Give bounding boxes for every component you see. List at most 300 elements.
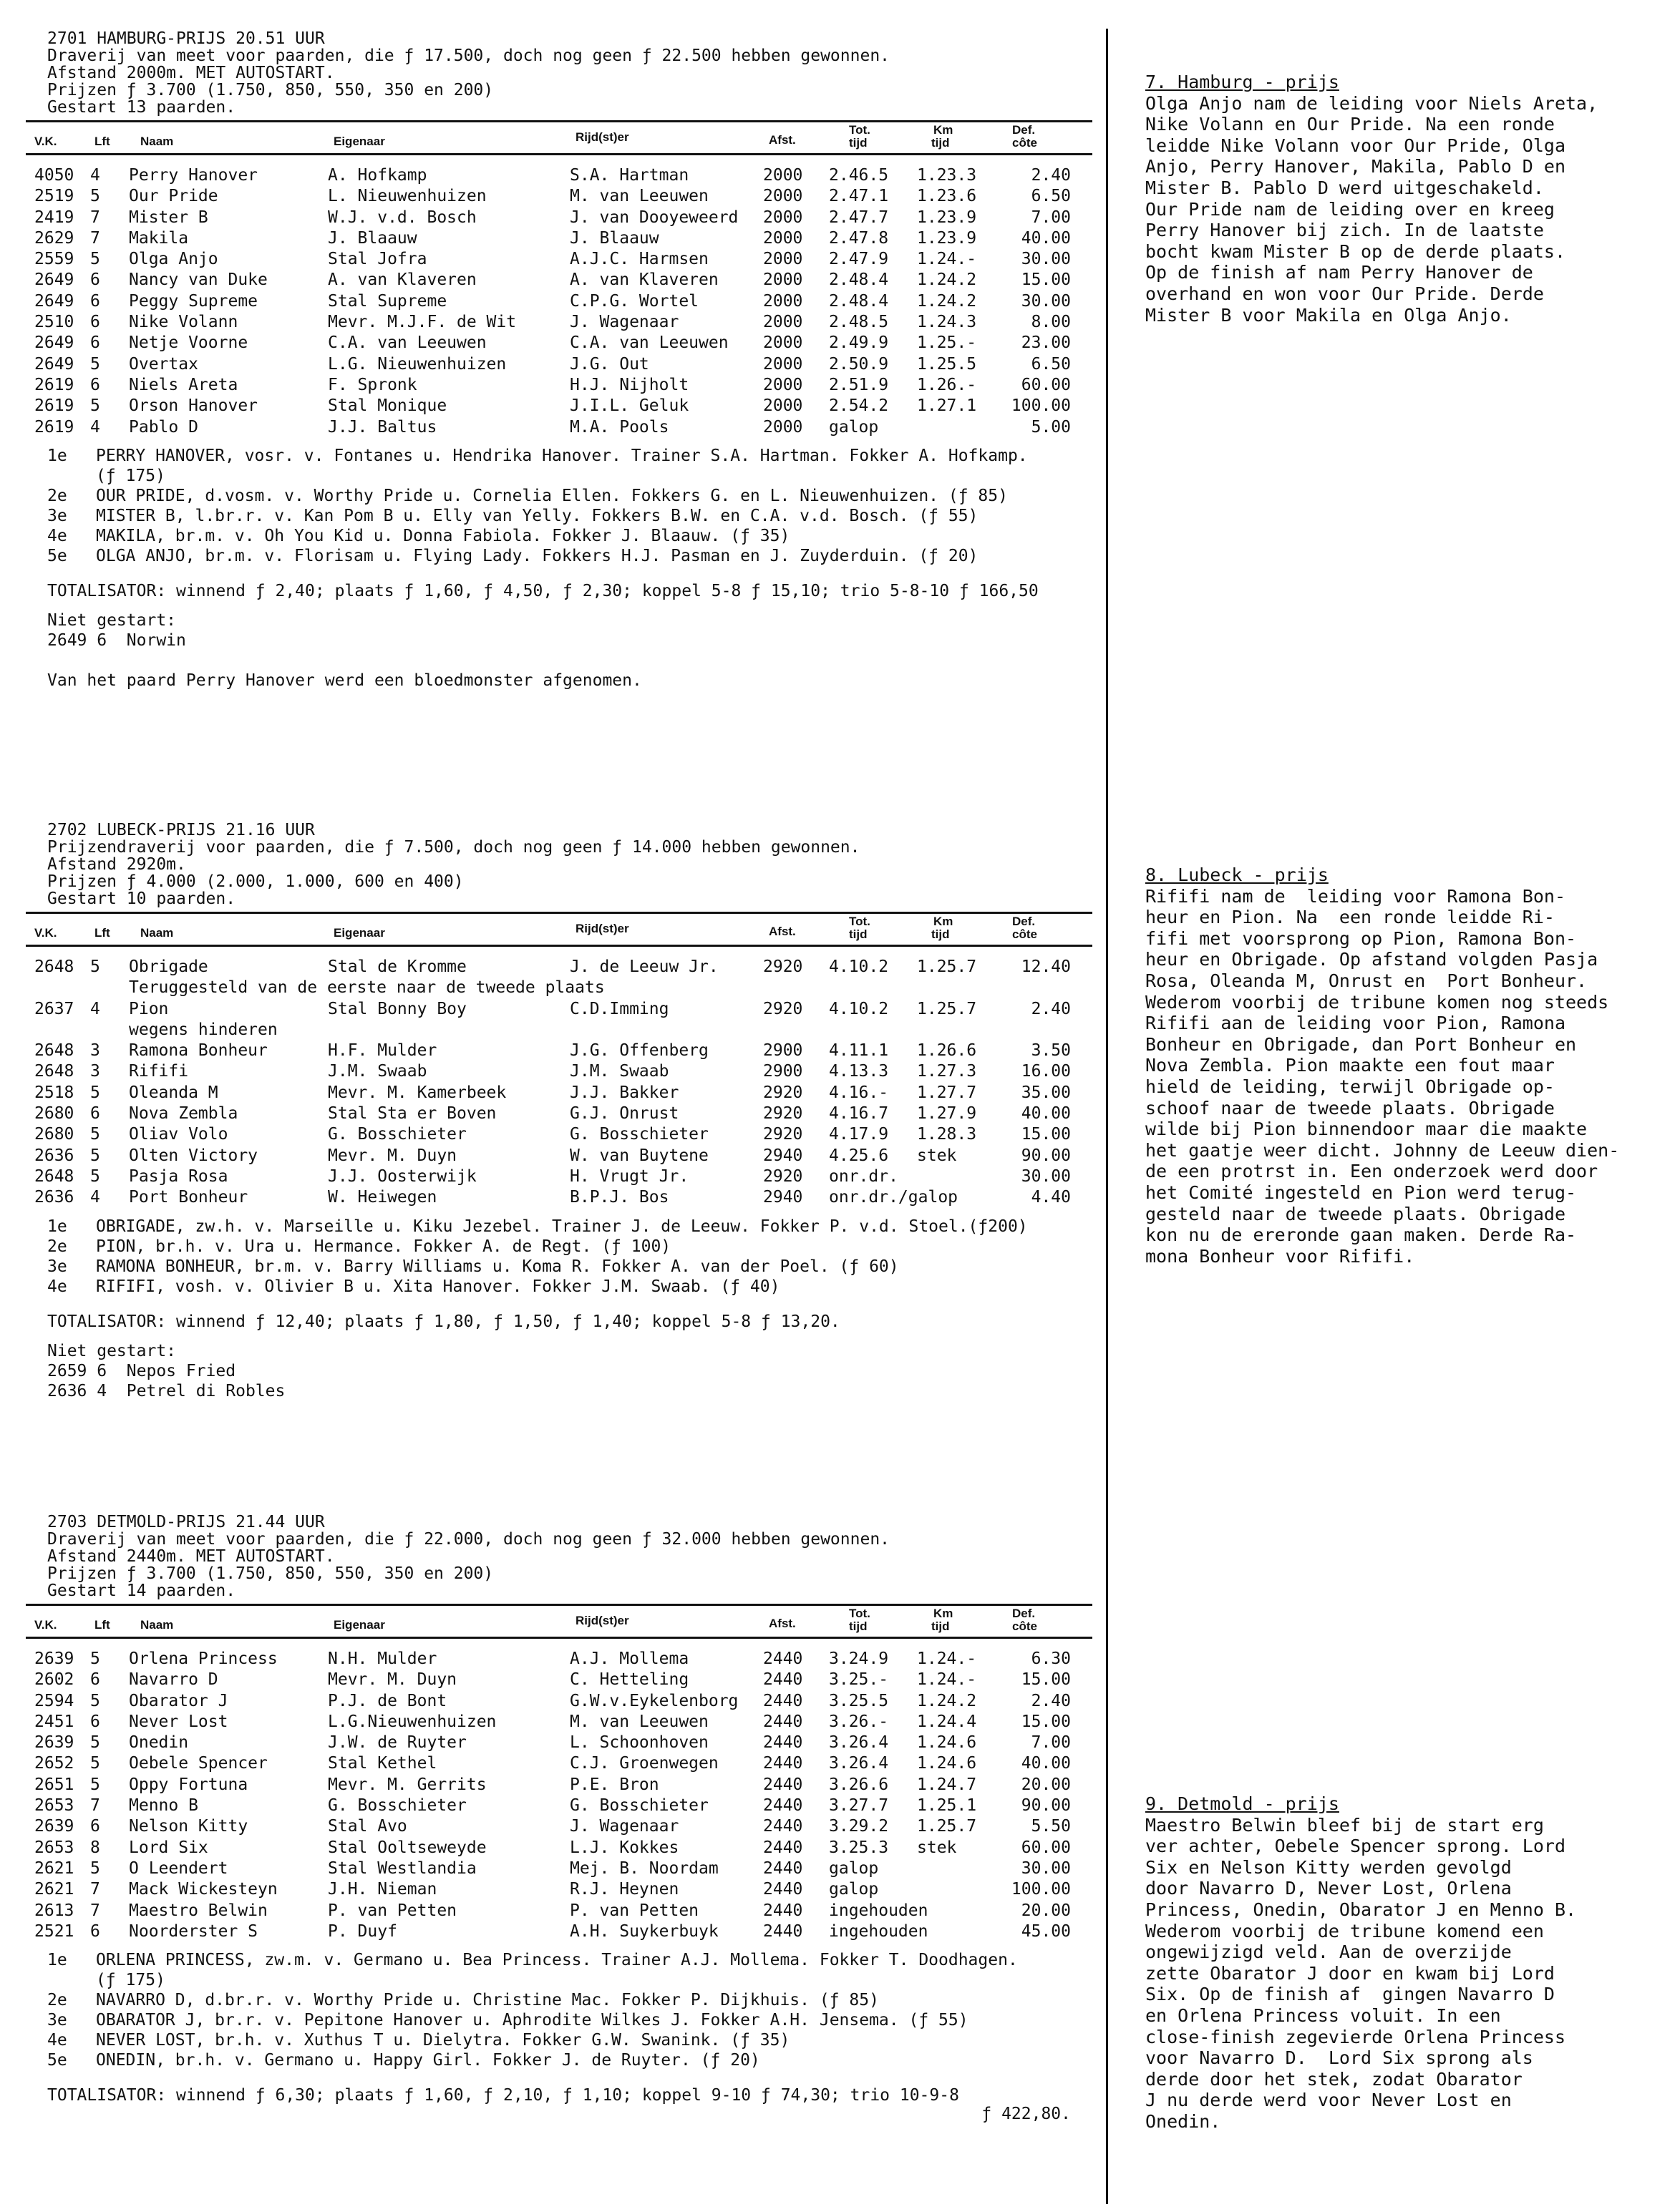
cell-cote: 45.00 xyxy=(1021,1921,1071,1941)
results-table xyxy=(26,1604,1092,1943)
note-line xyxy=(47,651,1099,671)
placings xyxy=(47,1217,1099,1297)
cell-cote: 12.40 xyxy=(1021,958,1071,976)
commentary-title: 8. Lubeck - prijs xyxy=(1145,864,1329,885)
cell-naam: Pion xyxy=(129,999,169,1018)
header-vk: V.K. xyxy=(34,135,57,148)
cell-cote: 100.00 xyxy=(1011,1880,1071,1899)
table-row xyxy=(26,978,1092,999)
placing-line xyxy=(47,1257,1099,1277)
placing-text: RIFIFI, vosh. v. Olivier B u. Xita Hanover. Fokker J.M. Swaab. (ƒ 40) xyxy=(96,1277,780,1296)
cell-cote: 40.00 xyxy=(1021,228,1071,248)
cell-lft: 7 xyxy=(90,208,100,227)
cell-km: 1.24.2 xyxy=(917,1691,977,1710)
header-eigenaar: Eigenaar xyxy=(334,135,385,148)
cell-lft: 5 xyxy=(90,1775,100,1794)
cell-vk: 2619 xyxy=(34,396,74,416)
table-row xyxy=(26,1041,1092,1062)
placing-position: 3e xyxy=(47,506,67,525)
header-km2: tijd xyxy=(931,1619,950,1633)
cell-lft: 6 xyxy=(90,291,100,311)
cell-lft: 5 xyxy=(90,958,100,976)
cell-vk: 2651 xyxy=(34,1775,74,1794)
cell-tot: 2.47.9 xyxy=(829,250,889,269)
cell-rijd: J.G. Out xyxy=(570,354,649,374)
cell-tot: 3.26.4 xyxy=(829,1754,889,1773)
cell-tot: ingehouden xyxy=(829,1901,928,1920)
cell-naam: Orlena Princess xyxy=(129,1650,278,1668)
cell-lft: 5 xyxy=(90,1166,100,1186)
cell-eig: Stal Avo xyxy=(328,1817,407,1836)
cell-km: 1.23.3 xyxy=(917,166,977,185)
intro-line: 2701 HAMBURG-PRIJS 20.51 UUR xyxy=(47,29,325,48)
cell-km: 1.24.- xyxy=(917,1670,977,1690)
header-tot2: tijd xyxy=(849,1619,868,1633)
cell-naam: Netje Voorne xyxy=(129,333,248,353)
table-row xyxy=(26,1838,1092,1859)
cell-naam: Nelson Kitty xyxy=(129,1817,248,1836)
cell-rijd: A.H. Suykerbuyk xyxy=(570,1921,719,1941)
cell-cote: 40.00 xyxy=(1021,1754,1071,1773)
cell-vk: 2451 xyxy=(34,1712,74,1731)
cell-eig: Stal de Kromme xyxy=(328,958,467,976)
cell-vk: 2637 xyxy=(34,999,74,1018)
placing-text: OUR PRIDE, d.vosm. v. Worthy Pride u. Cornelia Ellen. Fokkers G. en L. Nieuwenhuizen. (ƒ 85) xyxy=(96,486,1008,505)
cell-vk: 2629 xyxy=(34,228,74,248)
cell-vk: 2419 xyxy=(34,208,74,227)
cell-cote: 2.40 xyxy=(1031,166,1071,185)
cell-cote: 2.40 xyxy=(1031,1691,1071,1710)
cell-tot: 2.50.9 xyxy=(829,354,889,374)
cell-afst: 2440 xyxy=(763,1921,803,1941)
intro-line: Gestart 14 paarden. xyxy=(47,1582,236,1600)
cell-naam: Port Bonheur xyxy=(129,1188,248,1207)
cell-lft: 6 xyxy=(90,313,100,332)
table-row xyxy=(26,1125,1092,1146)
cell-afst: 2440 xyxy=(763,1858,803,1878)
cell-afst: 2000 xyxy=(763,166,803,185)
placing-position: 1e xyxy=(47,1951,67,1970)
cell-naam: Makila xyxy=(129,228,189,248)
cell-rijd: C.A. van Leeuwen xyxy=(570,333,729,353)
cell-tot: 2.47.7 xyxy=(829,208,889,227)
cell-tot: 4.16.7 xyxy=(829,1104,889,1124)
cell-naam: Peggy Supreme xyxy=(129,291,258,311)
cell-afst: 2000 xyxy=(763,313,803,332)
header-vk: V.K. xyxy=(34,926,57,940)
cell-naam: Rififi xyxy=(129,1062,189,1081)
cell-cote: 16.00 xyxy=(1021,1062,1071,1081)
cell-vk: 2518 xyxy=(34,1083,74,1102)
cell-vk: 2649 xyxy=(34,271,74,290)
header-def2: côte xyxy=(1012,1619,1037,1633)
cell-eig: N.H. Mulder xyxy=(328,1650,437,1668)
placing-continuation: (ƒ 175) xyxy=(96,1971,165,1990)
header-def1: Def. xyxy=(1012,123,1036,137)
cell-tot: 3.24.9 xyxy=(829,1650,889,1668)
cell-rijd: P. van Petten xyxy=(570,1901,699,1920)
cell-lft: 4 xyxy=(90,1188,100,1207)
cell-tot: 2.48.4 xyxy=(829,271,889,290)
cell-rijd: A.J. Mollema xyxy=(570,1650,689,1668)
table-row xyxy=(26,229,1092,250)
cell-cote: 30.00 xyxy=(1021,1858,1071,1878)
cell-tot: 4.13.3 xyxy=(829,1062,889,1081)
cell-vk: 2680 xyxy=(34,1125,74,1144)
cell-rijd: G. Bosschieter xyxy=(570,1796,709,1816)
table-row xyxy=(26,355,1092,376)
cell-naam: Niels Areta xyxy=(129,375,238,394)
cell-afst: 2000 xyxy=(763,291,803,311)
cell-rijd: J.M. Swaab xyxy=(570,1062,669,1081)
cell-afst: 2440 xyxy=(763,1733,803,1753)
cell-cote: 20.00 xyxy=(1021,1901,1071,1920)
commentary-detmold xyxy=(1145,1793,1639,2133)
cell-tot: onr.dr. xyxy=(829,1166,898,1186)
cell-km: 1.24.- xyxy=(917,1650,977,1668)
cell-lft: 4 xyxy=(90,999,100,1018)
cell-lft: 6 xyxy=(90,1712,100,1731)
intro-line: 2702 LUBECK-PRIJS 21.16 UUR xyxy=(47,821,315,839)
cell-tot: 4.17.9 xyxy=(829,1125,889,1144)
cell-naam: Pablo D xyxy=(129,417,198,437)
cell-eig: Stal Jofra xyxy=(328,250,427,269)
placing-text: RAMONA BONHEUR, br.m. v. Barry Williams u. Koma R. Fokker A. van der Poel. (ƒ 60) xyxy=(96,1257,899,1276)
cell-vk: 2648 xyxy=(34,958,74,976)
header-lft: Lft xyxy=(94,926,110,940)
commentary-body: Olga Anjo nam de leiding voor Niels Areta, Nike Volann en Our Pride. Na een ronde leidde Nike Volann voor Our Pride, Olga Anjo, Perry Hanover, Makila, Pablo D en Mister B. Pablo D werd uitgeschakeld. Our Pride nam de leiding over en kreeg Perry Hanover bij zich. In de laatste bocht kwam Mister B op de derde plaats. Op de finish af nam Perry Hanover de overhand en won voor Our Pride. Derde Mister B voor Makila en Olga Anjo. xyxy=(1145,92,1598,326)
cell-tot: galop xyxy=(829,1858,879,1878)
totalisator xyxy=(47,582,1099,600)
cell-tot: 2.49.9 xyxy=(829,333,889,353)
cell-rijd: J.J. Bakker xyxy=(570,1083,679,1102)
table-row xyxy=(26,1062,1092,1083)
header-rijder: Rijd(st)er xyxy=(576,130,629,144)
table-row xyxy=(26,208,1092,229)
cell-naam: Lord Six xyxy=(129,1838,208,1857)
table-row xyxy=(26,1754,1092,1775)
placing-line xyxy=(47,2010,1099,2030)
cell-tot: 3.26.- xyxy=(829,1712,889,1731)
table-row xyxy=(26,271,1092,291)
cell-vk: 2559 xyxy=(34,250,74,269)
cell-naam: Onedin xyxy=(129,1733,189,1753)
totalisator-line: TOTALISATOR: winnend ƒ 12,40; plaats ƒ 1,80, ƒ 1,50, ƒ 1,40; koppel 5-8 ƒ 13,20. xyxy=(47,1312,840,1331)
results-table xyxy=(26,120,1092,439)
cell-eig: P. Duyf xyxy=(328,1921,397,1941)
table-row xyxy=(26,1167,1092,1188)
cell-naam: Oebele Spencer xyxy=(129,1754,268,1773)
race-intro xyxy=(47,30,1099,116)
cell-eig: J.J. Oosterwijk xyxy=(328,1166,477,1186)
cell-km: 1.24.2 xyxy=(917,271,977,290)
cell-cote: 30.00 xyxy=(1021,291,1071,311)
cell-tot: 3.25.- xyxy=(829,1670,889,1690)
cell-afst: 2920 xyxy=(763,958,803,976)
placings xyxy=(47,1950,1099,2070)
cell-eig: W.J. v.d. Bosch xyxy=(328,208,477,227)
cell-cote: 60.00 xyxy=(1021,1838,1071,1857)
cell-lft: 6 xyxy=(90,333,100,353)
intro-line: Gestart 13 paarden. xyxy=(47,98,236,117)
table-row xyxy=(26,958,1092,978)
cell-lft: 6 xyxy=(90,375,100,394)
cell-afst: 2440 xyxy=(763,1817,803,1836)
cell-lft: 5 xyxy=(90,1754,100,1773)
cell-vk: 2639 xyxy=(34,1650,74,1668)
placing-text: OBARATOR J, br.r. v. Pepitone Hanover u. Aphrodite Wilkes J. Fokker A.H. Jensema. (ƒ 55) xyxy=(96,2011,968,2030)
table-row xyxy=(26,1733,1092,1754)
placing-line xyxy=(47,486,1099,506)
cell-tot: 3.29.2 xyxy=(829,1817,889,1836)
cell-rijd: J. Wagenaar xyxy=(570,313,679,332)
cell-vk: 2510 xyxy=(34,313,74,332)
cell-lft: 6 xyxy=(90,1104,100,1124)
cell-cote: 5.50 xyxy=(1031,1817,1071,1836)
cell-vk: 2521 xyxy=(34,1921,74,1941)
table-row xyxy=(26,187,1092,208)
cell-km: 1.24.3 xyxy=(917,313,977,332)
placing-position: 3e xyxy=(47,1257,67,1276)
cell-afst: 2000 xyxy=(763,208,803,227)
placing-line xyxy=(47,1950,1099,1970)
cell-lft: 6 xyxy=(90,1921,100,1941)
table-row xyxy=(26,1692,1092,1712)
note-line: 2636 4 Petrel di Robles xyxy=(47,1381,286,1400)
header-km1: Km xyxy=(933,1607,953,1620)
cell-naam: Nancy van Duke xyxy=(129,271,268,290)
commentary-body: Maestro Belwin bleef bij de start erg ver achter, Oebele Spencer sprong. Lord Six en Nelson Kitty werden gevolgd door Navarro D, Never Lost, Orlena Princess, Onedin, Obarator J en Menno B. Wederom voorbij de tribune komend een ongewijzigd veld. Aan de overzijde zette Obarator J door en kwam bij Lord Six. Op de finish af gingen Navarro D en Orlena Princess voluit. In een close-finish zegevierde Orlena Princess voor Navarro D. Lord Six sprong als derde door het stek, zodat Obarator J nu derde werd voor Never Lost en Onedin. xyxy=(1145,1814,1577,2132)
table-row xyxy=(26,1901,1092,1922)
cell-tot: 2.48.4 xyxy=(829,291,889,311)
cell-tot: 3.27.7 xyxy=(829,1796,889,1816)
cell-cote: 15.00 xyxy=(1021,1125,1071,1144)
cell-afst: 2000 xyxy=(763,271,803,290)
cell-rijd: L.J. Kokkes xyxy=(570,1838,679,1857)
cell-lft: 5 xyxy=(90,1733,100,1753)
cell-rijd: W. van Buytene xyxy=(570,1146,709,1165)
placing-line xyxy=(47,546,1099,566)
cell-km: 1.28.3 xyxy=(917,1125,977,1144)
cell-rijd: M. van Leeuwen xyxy=(570,187,709,206)
cell-km: 1.26.6 xyxy=(917,1041,977,1061)
cell-tot: 4.11.1 xyxy=(829,1041,889,1061)
placing-text: ONEDIN, br.h. v. Germano u. Happy Girl. Fokker J. de Ruyter. (ƒ 20) xyxy=(96,2051,760,2070)
cell-vk: 2519 xyxy=(34,187,74,206)
placing-position: 4e xyxy=(47,526,67,545)
cell-lft: 5 xyxy=(90,187,100,206)
cell-lft: 5 xyxy=(90,250,100,269)
cell-lft: 7 xyxy=(90,1796,100,1816)
cell-vk: 4050 xyxy=(34,166,74,185)
placing-text: OLGA ANJO, br.m. v. Florisam u. Flying Lady. Fokkers H.J. Pasman en J. Zuyderduin. (ƒ 20) xyxy=(96,546,979,565)
cell-lft: 6 xyxy=(90,271,100,290)
cell-afst: 2920 xyxy=(763,999,803,1018)
table-row xyxy=(26,376,1092,396)
cell-eig: A. Hofkamp xyxy=(328,166,427,185)
table-row xyxy=(26,1817,1092,1838)
cell-naam: Perry Hanover xyxy=(129,166,258,185)
cell-eig: L.G. Nieuwenhuizen xyxy=(328,354,507,374)
cell-eig: F. Spronk xyxy=(328,375,417,394)
cell-km: 1.24.6 xyxy=(917,1733,977,1753)
header-afst: Afst. xyxy=(769,1617,796,1630)
cell-tot: 2.48.5 xyxy=(829,313,889,332)
header-tot1: Tot. xyxy=(849,1607,870,1620)
cell-eig: H.F. Mulder xyxy=(328,1041,437,1061)
placing-text: MISTER B, l.br.r. v. Kan Pom B u. Elly van Yelly. Fokkers B.W. en C.A. v.d. Bosch. (ƒ 55) xyxy=(96,506,979,525)
header-afst: Afst. xyxy=(769,133,796,147)
cell-naam: Nike Volann xyxy=(129,313,238,332)
cell-vk: 2653 xyxy=(34,1796,74,1816)
placing-position: 4e xyxy=(47,1277,67,1296)
cell-rijd: J.G. Offenberg xyxy=(570,1041,709,1061)
placing-position: 2e xyxy=(47,1237,67,1256)
header-km2: tijd xyxy=(931,136,950,150)
cell-afst: 2440 xyxy=(763,1901,803,1920)
table-row xyxy=(26,1922,1092,1943)
cell-km: 1.24.7 xyxy=(917,1775,977,1794)
cell-cote: 15.00 xyxy=(1021,271,1071,290)
cell-afst: 2440 xyxy=(763,1712,803,1731)
cell-cote: 90.00 xyxy=(1021,1796,1071,1816)
cell-km: 1.25.7 xyxy=(917,1817,977,1836)
placing-line xyxy=(47,1217,1099,1237)
cell-naam: Our Pride xyxy=(129,187,218,206)
placing-line xyxy=(47,1277,1099,1297)
totalisator-line: ƒ 422,80. xyxy=(981,2105,1071,2124)
cell-tot: 2.47.1 xyxy=(829,187,889,206)
cell-vk: 2602 xyxy=(34,1670,74,1690)
table-row xyxy=(26,1000,1092,1020)
cell-naam: Navarro D xyxy=(129,1670,218,1690)
placing-position: 1e xyxy=(47,446,67,465)
header-km1: Km xyxy=(933,123,953,137)
race-intro xyxy=(47,822,1099,907)
cell-rijd: R.J. Heynen xyxy=(570,1880,679,1899)
cell-naam: Oleanda M xyxy=(129,1083,218,1102)
table-row xyxy=(26,418,1092,439)
cell-eig: Stal Monique xyxy=(328,396,447,416)
cell-afst: 2440 xyxy=(763,1775,803,1794)
cell-vk: 2680 xyxy=(34,1104,74,1124)
cell-vk: 2653 xyxy=(34,1838,74,1857)
cell-lft: 5 xyxy=(90,1125,100,1144)
cell-cote: 6.30 xyxy=(1031,1650,1071,1668)
results-table xyxy=(26,912,1092,1209)
header-eigenaar: Eigenaar xyxy=(334,926,385,940)
cell-km: 1.24.- xyxy=(917,250,977,269)
cell-eig: J.H. Nieman xyxy=(328,1880,437,1899)
totalisator-line: TOTALISATOR: winnend ƒ 6,30; plaats ƒ 1,60, ƒ 2,10, ƒ 1,10; koppel 9-10 ƒ 74,30; trio 10-9-8 xyxy=(47,2086,959,2105)
cell-naam: Mister B xyxy=(129,208,208,227)
race-2703 xyxy=(26,1514,1099,2123)
cell-cote: 90.00 xyxy=(1021,1146,1071,1165)
cell-tot: 4.10.2 xyxy=(829,958,889,976)
cell-afst: 2920 xyxy=(763,1125,803,1144)
cell-vk: 2619 xyxy=(34,375,74,394)
table-row xyxy=(26,1775,1092,1796)
header-naam: Naam xyxy=(140,135,174,148)
cell-afst: 2440 xyxy=(763,1796,803,1816)
cell-naam: Mack Wickesteyn xyxy=(129,1880,278,1899)
cell-tot: 4.25.6 xyxy=(829,1146,889,1165)
header-lft: Lft xyxy=(94,1618,110,1632)
cell-km: 1.24.6 xyxy=(917,1754,977,1773)
cell-naam: O Leendert xyxy=(129,1858,228,1878)
cell-eig: P. van Petten xyxy=(328,1901,457,1920)
cell-cote: 100.00 xyxy=(1011,396,1071,416)
cell-rijd: J. Wagenaar xyxy=(570,1817,679,1836)
race-intro xyxy=(47,1514,1099,1599)
cell-cote: 8.00 xyxy=(1031,313,1071,332)
cell-km: 1.25.- xyxy=(917,333,977,353)
placing-position: 1e xyxy=(47,1217,67,1236)
cell-rijd: C. Hetteling xyxy=(570,1670,689,1690)
cell-naam: Obarator J xyxy=(129,1691,228,1710)
cell-naam: Menno B xyxy=(129,1796,198,1816)
table-row xyxy=(26,292,1092,313)
cell-rijd: G.J. Onrust xyxy=(570,1104,679,1124)
note-line: Niet gestart: xyxy=(47,1341,177,1360)
cell-cote: 35.00 xyxy=(1021,1083,1071,1102)
cell-lft: 5 xyxy=(90,354,100,374)
cell-lft: 3 xyxy=(90,1041,100,1061)
header-eigenaar: Eigenaar xyxy=(334,1618,385,1632)
placing-line xyxy=(47,2030,1099,2050)
placing-line xyxy=(47,446,1099,466)
cell-eig: G. Bosschieter xyxy=(328,1796,467,1816)
note-line: 2659 6 Nepos Fried xyxy=(47,1361,236,1380)
cell-rijd: C.J. Groenwegen xyxy=(570,1754,719,1773)
note-line: 2649 6 Norwin xyxy=(47,630,186,650)
table-row xyxy=(26,250,1092,271)
cell-eig: Stal Supreme xyxy=(328,291,447,311)
header-km1: Km xyxy=(933,915,953,928)
cell-rijd: M. van Leeuwen xyxy=(570,1712,709,1731)
placing-text: PERRY HANOVER, vosr. v. Fontanes u. Hendrika Hanover. Trainer S.A. Hartman. Fokker A. Hofkamp. xyxy=(96,446,1028,465)
cell-cote: 30.00 xyxy=(1021,250,1071,269)
table-row xyxy=(26,1859,1092,1880)
cell-eig: Mevr. M. Kamerbeek xyxy=(328,1083,507,1102)
cell-cote: 6.50 xyxy=(1031,354,1071,374)
cell-km: 1.23.9 xyxy=(917,228,977,248)
cell-afst: 2000 xyxy=(763,333,803,353)
commentary-body: Rififi nam de leiding voor Ramona Bon- heur en Pion. Na een ronde leidde Ri- fifi met voorsprong op Pion, Ramona Bon- heur en Obrigade. Op afstand volgden Pasja Rosa, Oleanda M, Onrust en Port Bonheur. Wederom voorbij de tribune komen nog steeds Rififi aan de leiding voor Pion, Ramona Bonheur en Obrigade, dan Port Bonheur en Nova Zembla. Pion maakte een fout maar hield de leiding, terwijl Obrigade op- schoof naar de tweede plaats. Obrigade wilde bij Pion binnendoor maar die maakte het gaatje weer dicht. Johnny de Leeuw dien- de een protrst in. Een onderzoek werd door het Comité ingesteld en Pion werd terug- gesteld naar de tweede plaats. Obrigade kon nu de ereronde gaan maken. Derde Ra- mona Bonheur voor Rififi. xyxy=(1145,885,1620,1267)
cell-rijd: A. van Klaveren xyxy=(570,271,719,290)
race-notes xyxy=(47,1341,1099,1401)
cell-lft: 3 xyxy=(90,1062,100,1081)
header-tot1: Tot. xyxy=(849,123,870,137)
cell-tot: 2.51.9 xyxy=(829,375,889,394)
cell-km: 1.24.2 xyxy=(917,291,977,311)
cell-afst: 2920 xyxy=(763,1083,803,1102)
placing-text: OBRIGADE, zw.h. v. Marseille u. Kiku Jezebel. Trainer J. de Leeuw. Fokker P. v.d. Stoel.(ƒ200) xyxy=(96,1217,1028,1236)
cell-lft: 6 xyxy=(90,1817,100,1836)
cell-naam: Never Lost xyxy=(129,1712,228,1731)
cell-eig: J.J. Baltus xyxy=(328,417,437,437)
cell-cote: 15.00 xyxy=(1021,1712,1071,1731)
cell-naam: Oliav Volo xyxy=(129,1125,228,1144)
cell-lft: 4 xyxy=(90,166,100,185)
cell-cote: 3.50 xyxy=(1031,1041,1071,1061)
header-def1: Def. xyxy=(1012,915,1036,928)
cell-km: 1.23.6 xyxy=(917,187,977,206)
placing-text: PION, br.h. v. Ura u. Hermance. Fokker A. de Regt. (ƒ 100) xyxy=(96,1237,671,1256)
cell-vk: 2639 xyxy=(34,1817,74,1836)
cell-tot: 2.46.5 xyxy=(829,166,889,185)
header-afst: Afst. xyxy=(769,925,796,938)
